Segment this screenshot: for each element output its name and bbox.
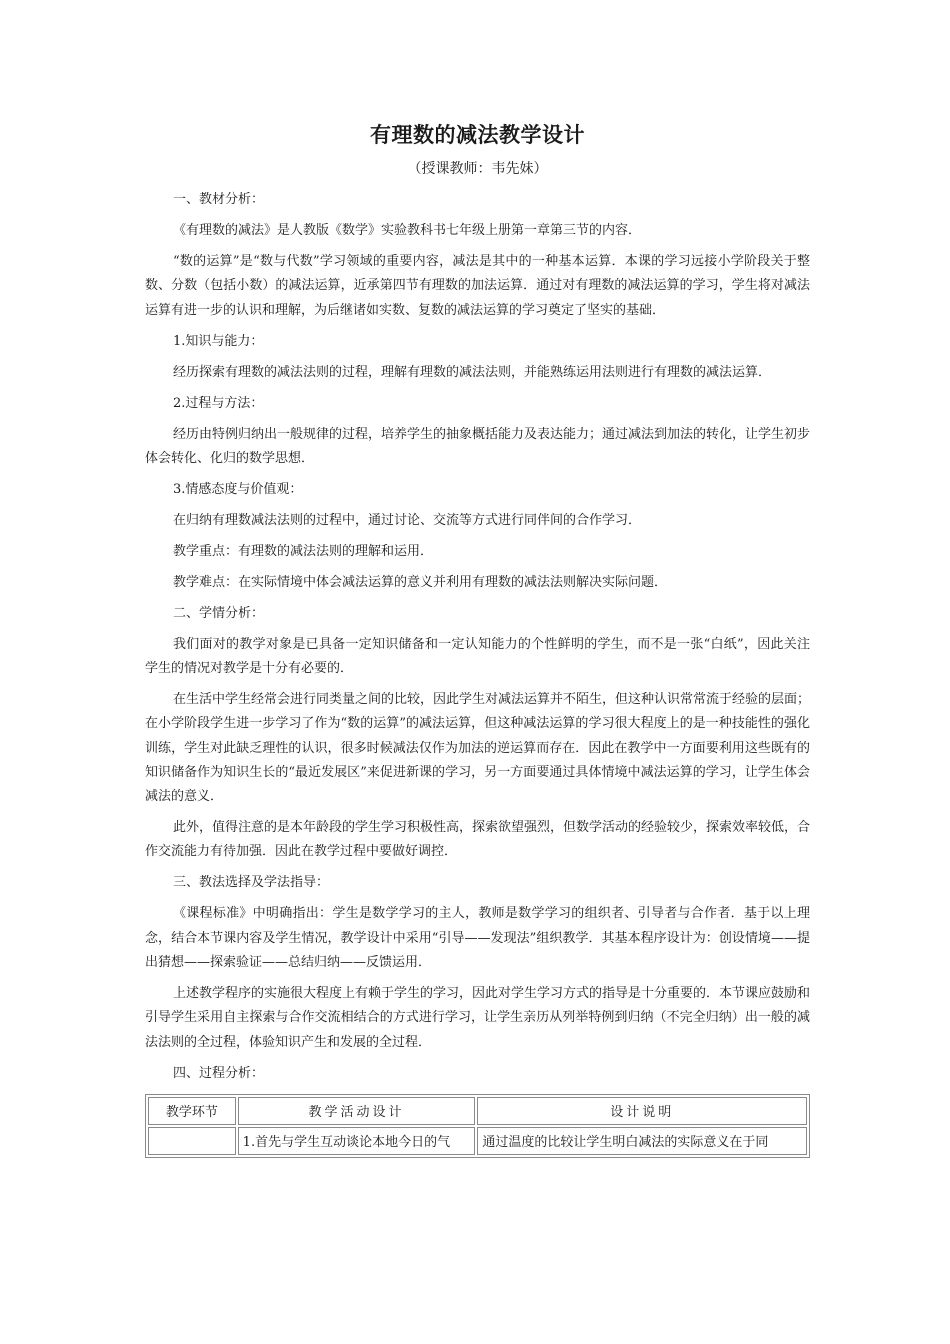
paragraph: 在生活中学生经常会进行同类量之间的比较，因此学生对减法运算并不陌生，但这种认识常常流于经验的层面；在小学阶段学生进一步学习了作为“数的运算”的减法运算，但这种减法运算的学习很大程度上的是一种技能性的强化训练，学生对此缺乏理性的认识，很多时候减法仅作为加法的逆运算而存在．因此在教学中一方面要利用这些既有的知识储备作为知识生长的“最近发展区”来促进新课的学习，另一方面要通过具体情境中减法运算的学习，让学生体会减法的意义． <box>145 691 811 805</box>
section-heading: 四、过程分析： <box>173 1065 265 1081</box>
section-heading: 二、学情分析： <box>173 605 265 621</box>
paragraph: 教学难点：在实际情境中体会减法运算的意义并利用有理数的减法法则解决实际问题． <box>173 574 668 590</box>
section-heading: 三、教法选择及学法指导： <box>173 875 330 891</box>
paragraph: 《有理数的减法》是人教版《数学》实验教科书七年级上册第一章第三节的内容． <box>173 222 642 238</box>
document-subtitle: （授课教师：韦先妹） <box>407 161 548 177</box>
paragraph: 教学重点：有理数的减法法则的理解和运用． <box>173 543 434 559</box>
table-header-cell: 教学环节 <box>148 1097 236 1125</box>
paragraph: 经历探索有理数的减法法则的过程，理解有理数的减法法则，并能熟练运用法则进行有理数的减法运算． <box>173 364 772 380</box>
document-page <box>145 118 810 1158</box>
section-heading: 2.过程与方法： <box>173 395 264 411</box>
paragraph: 此外，值得注意的是本年龄段的学生学习积极性高，探索欲望强烈，但数学活动的经验较少，探索效率较低，合作交流能力有待加强．因此在教学过程中要做好调控． <box>145 820 811 860</box>
section-heading: 一、教材分析： <box>173 192 265 207</box>
table-row <box>148 1127 807 1155</box>
section-heading: 3.情感态度与价值观： <box>173 481 303 497</box>
paragraph: “数的运算”是“数与代数”学习领域的重要内容，减法是其中的一种基本运算．本课的学习远接小学阶段关于整数、分数（包括小数）的减法运算，近承第四节有理数的加法运算．通过对有理数的减法运算的学习，学生将对减法运算有进一步的认识和理解，为后继诸如实数、复数的减法运算的学习奠定了坚实的基础． <box>145 253 810 318</box>
table-header-row <box>148 1097 807 1125</box>
document-title: 有理数的减法教学设计 <box>370 123 585 147</box>
table-header-cell: 设计说明 <box>477 1097 807 1125</box>
table-cell <box>148 1127 236 1155</box>
paragraph: 我们面对的教学对象是已具备一定知识储备和一定认知能力的个性鲜明的学生，而不是一张“白纸”，因此关注学生的情况对教学是十分有必要的． <box>145 636 810 676</box>
process-table <box>145 1094 810 1158</box>
paragraph: 上述教学程序的实施很大程度上有赖于学生的学习，因此对学生学习方式的指导是十分重要的．本节课应鼓励和引导学生采用自主探索与合作交流相结合的方式进行学习，让学生亲历从列举特例到归纳（不完全归纳）出一般的减法法则的全过程，体验知识产生和发展的全过程． <box>145 986 811 1050</box>
table-cell: 1.首先与学生互动谈论本地今日的气 <box>238 1127 476 1155</box>
paragraph: 在归纳有理数减法法则的过程中，通过讨论、交流等方式进行同伴间的合作学习． <box>173 512 642 528</box>
paragraph: 经历由特例归纳出一般规律的过程，培养学生的抽象概括能力及表达能力；通过减法到加法的转化，让学生初步体会转化、化归的数学思想． <box>145 426 811 466</box>
table-header-cell: 教学活动设计 <box>238 1097 476 1125</box>
table-cell: 通过温度的比较让学生明白减法的实际意义在于同 <box>477 1127 807 1155</box>
paragraph: 《课程标准》中明确指出：学生是数学学习的主人，教师是数学学习的组织者、引导者与合作者．基于以上理念，结合本节课内容及学生情况，教学设计中采用“引导——发现法”组织教学．其基本程序设计为：创设情境——提出猜想——探索验证——总结归纳——反馈运用． <box>145 906 810 971</box>
document-body <box>145 188 810 1086</box>
section-heading: 1.知识与能力： <box>173 333 264 349</box>
